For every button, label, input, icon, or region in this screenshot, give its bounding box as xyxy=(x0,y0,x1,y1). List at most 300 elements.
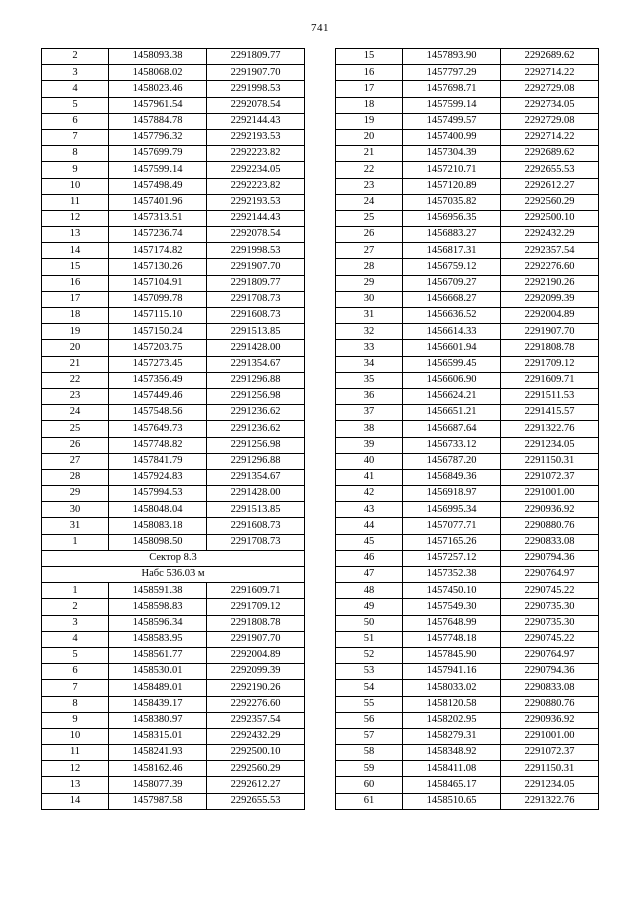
coordinate-y: 2292734.05 xyxy=(501,97,599,113)
point-number: 8 xyxy=(42,696,109,712)
coordinate-y: 2291354.67 xyxy=(207,469,305,485)
coordinate-x: 1457893.90 xyxy=(403,49,501,65)
coordinate-x: 1457961.54 xyxy=(109,97,207,113)
coordinate-x: 1457352.38 xyxy=(403,567,501,583)
point-number: 25 xyxy=(336,210,403,226)
table-row xyxy=(336,65,599,81)
coordinate-y: 2290764.97 xyxy=(501,647,599,663)
coordinate-y: 2292612.27 xyxy=(207,777,305,793)
coordinate-y: 2290936.92 xyxy=(501,502,599,518)
coordinate-x: 1458279.31 xyxy=(403,728,501,744)
point-number: 20 xyxy=(42,340,109,356)
point-number: 28 xyxy=(42,469,109,485)
table-row xyxy=(42,437,305,453)
table-row xyxy=(336,372,599,388)
coordinate-x: 1457648.99 xyxy=(403,615,501,631)
coordinate-x: 1457356.49 xyxy=(109,372,207,388)
point-number: 16 xyxy=(336,65,403,81)
coordinate-y: 2292500.10 xyxy=(501,210,599,226)
coordinate-y: 2292078.54 xyxy=(207,227,305,243)
table-row xyxy=(336,664,599,680)
coordinate-y: 2291322.76 xyxy=(501,421,599,437)
point-number: 16 xyxy=(42,275,109,291)
coordinate-y: 2291998.53 xyxy=(207,243,305,259)
table-row xyxy=(42,227,305,243)
point-number: 22 xyxy=(42,372,109,388)
point-number: 27 xyxy=(42,453,109,469)
coordinate-x: 1458465.17 xyxy=(403,777,501,793)
table-row xyxy=(336,712,599,728)
point-number: 7 xyxy=(42,129,109,145)
table-row xyxy=(42,631,305,647)
coordinate-x: 1457548.56 xyxy=(109,405,207,421)
coordinate-x: 1458583.95 xyxy=(109,631,207,647)
coordinate-y: 2292004.89 xyxy=(501,308,599,324)
table-row xyxy=(42,534,305,550)
coordinate-y: 2290735.30 xyxy=(501,599,599,615)
coordinate-x: 1457994.53 xyxy=(109,486,207,502)
coordinate-y: 2290794.36 xyxy=(501,550,599,566)
table-row xyxy=(336,647,599,663)
table-row xyxy=(336,453,599,469)
coordinate-x: 1457203.75 xyxy=(109,340,207,356)
table-row xyxy=(336,146,599,162)
coordinate-y: 2292612.27 xyxy=(501,178,599,194)
coordinate-y: 2292276.60 xyxy=(207,696,305,712)
table-row xyxy=(42,712,305,728)
point-number: 10 xyxy=(42,178,109,194)
coordinate-y: 2292099.39 xyxy=(207,664,305,680)
table-row xyxy=(336,97,599,113)
table-row xyxy=(336,486,599,502)
coordinate-y: 2291907.70 xyxy=(207,65,305,81)
point-number: 9 xyxy=(42,712,109,728)
coordinate-x: 1456709.27 xyxy=(403,275,501,291)
table-row xyxy=(42,194,305,210)
coordinate-y: 2291608.73 xyxy=(207,518,305,534)
table-row xyxy=(42,421,305,437)
coordinate-y: 2290833.08 xyxy=(501,534,599,550)
point-number: 59 xyxy=(336,761,403,777)
table-row xyxy=(336,81,599,97)
coordinate-x: 1457987.58 xyxy=(109,793,207,809)
coordinate-x: 1458596.34 xyxy=(109,615,207,631)
coordinate-y: 2290880.76 xyxy=(501,696,599,712)
point-number: 58 xyxy=(336,745,403,761)
table-row xyxy=(42,777,305,793)
coordinate-x: 1457499.57 xyxy=(403,113,501,129)
coordinate-x: 1458083.18 xyxy=(109,518,207,534)
point-number: 37 xyxy=(336,405,403,421)
point-number: 29 xyxy=(336,275,403,291)
table-row xyxy=(336,129,599,145)
coordinate-y: 2292714.22 xyxy=(501,129,599,145)
table-row xyxy=(336,583,599,599)
point-number: 6 xyxy=(42,664,109,680)
point-number: 12 xyxy=(42,761,109,777)
coordinate-x: 1457841.79 xyxy=(109,453,207,469)
table-row xyxy=(336,777,599,793)
coordinate-y: 2291354.67 xyxy=(207,356,305,372)
point-number: 5 xyxy=(42,647,109,663)
coordinate-y: 2291001.00 xyxy=(501,728,599,744)
point-number: 54 xyxy=(336,680,403,696)
coordinate-y: 2291709.12 xyxy=(207,599,305,615)
table-row xyxy=(42,324,305,340)
coordinate-x: 1457304.39 xyxy=(403,146,501,162)
point-number: 3 xyxy=(42,65,109,81)
table-row xyxy=(336,518,599,534)
coordinate-y: 2292655.53 xyxy=(207,793,305,809)
table-row xyxy=(336,793,599,809)
point-number: 2 xyxy=(42,49,109,65)
coordinate-y: 2291296.88 xyxy=(207,372,305,388)
coordinate-x: 1458162.46 xyxy=(109,761,207,777)
coordinate-y: 2290936.92 xyxy=(501,712,599,728)
table-row xyxy=(42,761,305,777)
coordinate-x: 1457236.74 xyxy=(109,227,207,243)
table-row xyxy=(336,291,599,307)
point-number: 18 xyxy=(42,308,109,324)
point-number: 14 xyxy=(42,793,109,809)
coordinate-x: 1456599.45 xyxy=(403,356,501,372)
coordinate-y: 2292500.10 xyxy=(207,745,305,761)
coordinate-y: 2291907.70 xyxy=(501,324,599,340)
table-row xyxy=(42,518,305,534)
point-number: 13 xyxy=(42,227,109,243)
table-row xyxy=(336,356,599,372)
point-number: 30 xyxy=(336,291,403,307)
coordinates-table-right xyxy=(335,48,599,810)
section-heading-row xyxy=(42,567,305,583)
coordinate-x: 1456624.21 xyxy=(403,388,501,404)
coordinate-x: 1457748.18 xyxy=(403,631,501,647)
coordinate-x: 1457257.12 xyxy=(403,550,501,566)
coordinate-x: 1456733.12 xyxy=(403,437,501,453)
point-number: 60 xyxy=(336,777,403,793)
table-row xyxy=(42,113,305,129)
coordinate-x: 1457599.14 xyxy=(109,162,207,178)
point-number: 11 xyxy=(42,194,109,210)
table-row xyxy=(42,81,305,97)
table-row xyxy=(42,259,305,275)
left-column xyxy=(41,48,305,810)
coordinate-x: 1456956.35 xyxy=(403,210,501,226)
point-number: 8 xyxy=(42,146,109,162)
coordinate-y: 2292689.62 xyxy=(501,49,599,65)
coordinate-y: 2291808.78 xyxy=(207,615,305,631)
point-number: 26 xyxy=(336,227,403,243)
coordinate-y: 2292276.60 xyxy=(501,259,599,275)
table-row xyxy=(42,583,305,599)
coordinate-y: 2292144.43 xyxy=(207,210,305,226)
coordinate-y: 2291234.05 xyxy=(501,777,599,793)
table-row xyxy=(336,49,599,65)
table-row xyxy=(336,308,599,324)
point-number: 45 xyxy=(336,534,403,550)
coordinate-y: 2291513.85 xyxy=(207,502,305,518)
coordinate-y: 2292357.54 xyxy=(501,243,599,259)
coordinate-x: 1458439.17 xyxy=(109,696,207,712)
coordinate-x: 1458202.95 xyxy=(403,712,501,728)
coordinate-x: 1457449.46 xyxy=(109,388,207,404)
table-row xyxy=(336,696,599,712)
table-row xyxy=(336,275,599,291)
coordinate-y: 2290745.22 xyxy=(501,583,599,599)
coordinate-x: 1458598.83 xyxy=(109,599,207,615)
point-number: 29 xyxy=(42,486,109,502)
coordinate-y: 2291907.70 xyxy=(207,631,305,647)
table-row xyxy=(336,388,599,404)
point-number: 24 xyxy=(336,194,403,210)
point-number: 3 xyxy=(42,615,109,631)
point-number: 9 xyxy=(42,162,109,178)
point-number: 10 xyxy=(42,728,109,744)
coordinate-x: 1457115.10 xyxy=(109,308,207,324)
coordinate-x: 1458120.58 xyxy=(403,696,501,712)
table-row xyxy=(336,469,599,485)
coordinate-x: 1456668.27 xyxy=(403,291,501,307)
coordinate-y: 2291608.73 xyxy=(207,308,305,324)
point-number: 56 xyxy=(336,712,403,728)
coordinate-y: 2292223.82 xyxy=(207,146,305,162)
coordinate-x: 1457748.82 xyxy=(109,437,207,453)
coordinate-x: 1458348.92 xyxy=(403,745,501,761)
point-number: 13 xyxy=(42,777,109,793)
coordinate-x: 1457498.49 xyxy=(109,178,207,194)
table-row xyxy=(336,745,599,761)
coordinate-y: 2291001.00 xyxy=(501,486,599,502)
coordinate-y: 2292655.53 xyxy=(501,162,599,178)
right-column xyxy=(335,48,599,810)
point-number: 52 xyxy=(336,647,403,663)
table-row xyxy=(42,615,305,631)
point-number: 12 xyxy=(42,210,109,226)
table-row xyxy=(336,728,599,744)
point-number: 38 xyxy=(336,421,403,437)
section-label: Набс 536.03 м xyxy=(42,567,305,583)
point-number: 22 xyxy=(336,162,403,178)
table-row xyxy=(42,728,305,744)
point-number: 17 xyxy=(336,81,403,97)
table-row xyxy=(42,680,305,696)
point-number: 40 xyxy=(336,453,403,469)
table-row xyxy=(42,275,305,291)
table-row xyxy=(42,129,305,145)
table-row xyxy=(336,615,599,631)
point-number: 32 xyxy=(336,324,403,340)
coordinate-y: 2292432.29 xyxy=(207,728,305,744)
coordinate-y: 2291907.70 xyxy=(207,259,305,275)
coordinate-y: 2291234.05 xyxy=(501,437,599,453)
coordinate-x: 1456883.27 xyxy=(403,227,501,243)
coordinate-y: 2292004.89 xyxy=(207,647,305,663)
point-number: 23 xyxy=(336,178,403,194)
table-row xyxy=(42,243,305,259)
coordinate-x: 1457104.91 xyxy=(109,275,207,291)
point-number: 41 xyxy=(336,469,403,485)
coordinate-x: 1458489.01 xyxy=(109,680,207,696)
coordinate-y: 2291709.12 xyxy=(501,356,599,372)
coordinate-x: 1457599.14 xyxy=(403,97,501,113)
table-row xyxy=(336,567,599,583)
coordinate-y: 2291998.53 xyxy=(207,81,305,97)
coordinate-y: 2292078.54 xyxy=(207,97,305,113)
point-number: 46 xyxy=(336,550,403,566)
coordinate-y: 2291809.77 xyxy=(207,49,305,65)
coordinate-x: 1457099.78 xyxy=(109,291,207,307)
coordinate-y: 2292144.43 xyxy=(207,113,305,129)
point-number: 4 xyxy=(42,81,109,97)
page-number: 741 xyxy=(311,22,329,34)
point-number: 47 xyxy=(336,567,403,583)
coordinate-x: 1457313.51 xyxy=(109,210,207,226)
point-number: 55 xyxy=(336,696,403,712)
coordinate-y: 2292234.05 xyxy=(207,162,305,178)
coordinate-x: 1456614.33 xyxy=(403,324,501,340)
table-row xyxy=(42,356,305,372)
coordinate-x: 1457796.32 xyxy=(109,129,207,145)
coordinate-y: 2292560.29 xyxy=(207,761,305,777)
table-row xyxy=(336,761,599,777)
coordinate-x: 1457845.90 xyxy=(403,647,501,663)
coordinate-y: 2291150.31 xyxy=(501,761,599,777)
table-row xyxy=(42,146,305,162)
coordinate-x: 1456759.12 xyxy=(403,259,501,275)
coordinate-y: 2291256.98 xyxy=(207,388,305,404)
table-row xyxy=(42,647,305,663)
coordinate-y: 2292357.54 xyxy=(207,712,305,728)
table-row xyxy=(336,113,599,129)
table-row xyxy=(336,340,599,356)
coordinate-x: 1457698.71 xyxy=(403,81,501,97)
coordinate-y: 2291513.85 xyxy=(207,324,305,340)
table-row xyxy=(336,227,599,243)
coordinate-y: 2291428.00 xyxy=(207,340,305,356)
coordinate-x: 1457450.10 xyxy=(403,583,501,599)
table-row xyxy=(336,259,599,275)
point-number: 25 xyxy=(42,421,109,437)
point-number: 33 xyxy=(336,340,403,356)
coordinate-x: 1458380.97 xyxy=(109,712,207,728)
point-number: 11 xyxy=(42,745,109,761)
table-row xyxy=(42,65,305,81)
coordinate-y: 2292729.08 xyxy=(501,113,599,129)
coordinate-x: 1457924.83 xyxy=(109,469,207,485)
point-number: 31 xyxy=(336,308,403,324)
coordinate-y: 2292193.53 xyxy=(207,129,305,145)
coordinate-x: 1456636.52 xyxy=(403,308,501,324)
coordinate-y: 2291609.71 xyxy=(501,372,599,388)
point-number: 43 xyxy=(336,502,403,518)
coordinate-x: 1458048.04 xyxy=(109,502,207,518)
coordinate-y: 2290794.36 xyxy=(501,664,599,680)
table-row xyxy=(42,599,305,615)
coordinate-x: 1458411.08 xyxy=(403,761,501,777)
point-number: 19 xyxy=(336,113,403,129)
point-number: 50 xyxy=(336,615,403,631)
coordinate-y: 2292689.62 xyxy=(501,146,599,162)
section-heading-row xyxy=(42,550,305,566)
coordinate-x: 1457165.26 xyxy=(403,534,501,550)
table-row xyxy=(336,421,599,437)
point-number: 61 xyxy=(336,793,403,809)
coordinate-y: 2291072.37 xyxy=(501,469,599,485)
point-number: 7 xyxy=(42,680,109,696)
point-number: 48 xyxy=(336,583,403,599)
coordinate-y: 2292099.39 xyxy=(501,291,599,307)
table-row xyxy=(336,178,599,194)
coordinate-y: 2291296.88 xyxy=(207,453,305,469)
table-row xyxy=(42,486,305,502)
coordinate-x: 1458315.01 xyxy=(109,728,207,744)
coordinate-x: 1457941.16 xyxy=(403,664,501,680)
coordinate-x: 1457649.73 xyxy=(109,421,207,437)
coordinate-x: 1458561.77 xyxy=(109,647,207,663)
coordinate-x: 1457273.45 xyxy=(109,356,207,372)
coordinate-x: 1457150.24 xyxy=(109,324,207,340)
point-number: 36 xyxy=(336,388,403,404)
point-number: 51 xyxy=(336,631,403,647)
coordinate-x: 1457130.26 xyxy=(109,259,207,275)
point-number: 30 xyxy=(42,502,109,518)
table-row xyxy=(42,308,305,324)
coordinate-x: 1457401.96 xyxy=(109,194,207,210)
table-row xyxy=(42,502,305,518)
coordinate-y: 2291150.31 xyxy=(501,453,599,469)
coordinate-x: 1457035.82 xyxy=(403,194,501,210)
coordinate-x: 1458591.38 xyxy=(109,583,207,599)
point-number: 57 xyxy=(336,728,403,744)
table-row xyxy=(42,49,305,65)
coordinate-y: 2291708.73 xyxy=(207,534,305,550)
coordinate-x: 1457174.82 xyxy=(109,243,207,259)
table-row xyxy=(42,97,305,113)
point-number: 27 xyxy=(336,243,403,259)
coordinate-x: 1458093.38 xyxy=(109,49,207,65)
point-number: 39 xyxy=(336,437,403,453)
point-number: 34 xyxy=(336,356,403,372)
coordinate-y: 2292190.26 xyxy=(501,275,599,291)
point-number: 15 xyxy=(42,259,109,275)
coordinate-x: 1457549.30 xyxy=(403,599,501,615)
point-number: 14 xyxy=(42,243,109,259)
point-number: 17 xyxy=(42,291,109,307)
coordinate-x: 1457699.79 xyxy=(109,146,207,162)
coordinate-x: 1456787.20 xyxy=(403,453,501,469)
point-number: 44 xyxy=(336,518,403,534)
table-row xyxy=(42,340,305,356)
coordinate-x: 1457077.71 xyxy=(403,518,501,534)
coordinate-x: 1456651.21 xyxy=(403,405,501,421)
table-row xyxy=(336,534,599,550)
table-row xyxy=(42,162,305,178)
coordinate-y: 2290745.22 xyxy=(501,631,599,647)
coordinate-y: 2291708.73 xyxy=(207,291,305,307)
point-number: 19 xyxy=(42,324,109,340)
table-columns xyxy=(0,48,640,810)
coordinate-x: 1458077.39 xyxy=(109,777,207,793)
table-row xyxy=(42,405,305,421)
coordinate-x: 1457797.29 xyxy=(403,65,501,81)
table-row xyxy=(42,388,305,404)
point-number: 49 xyxy=(336,599,403,615)
point-number: 26 xyxy=(42,437,109,453)
table-row xyxy=(42,210,305,226)
table-row xyxy=(42,664,305,680)
table-row xyxy=(336,243,599,259)
coordinate-y: 2292714.22 xyxy=(501,65,599,81)
